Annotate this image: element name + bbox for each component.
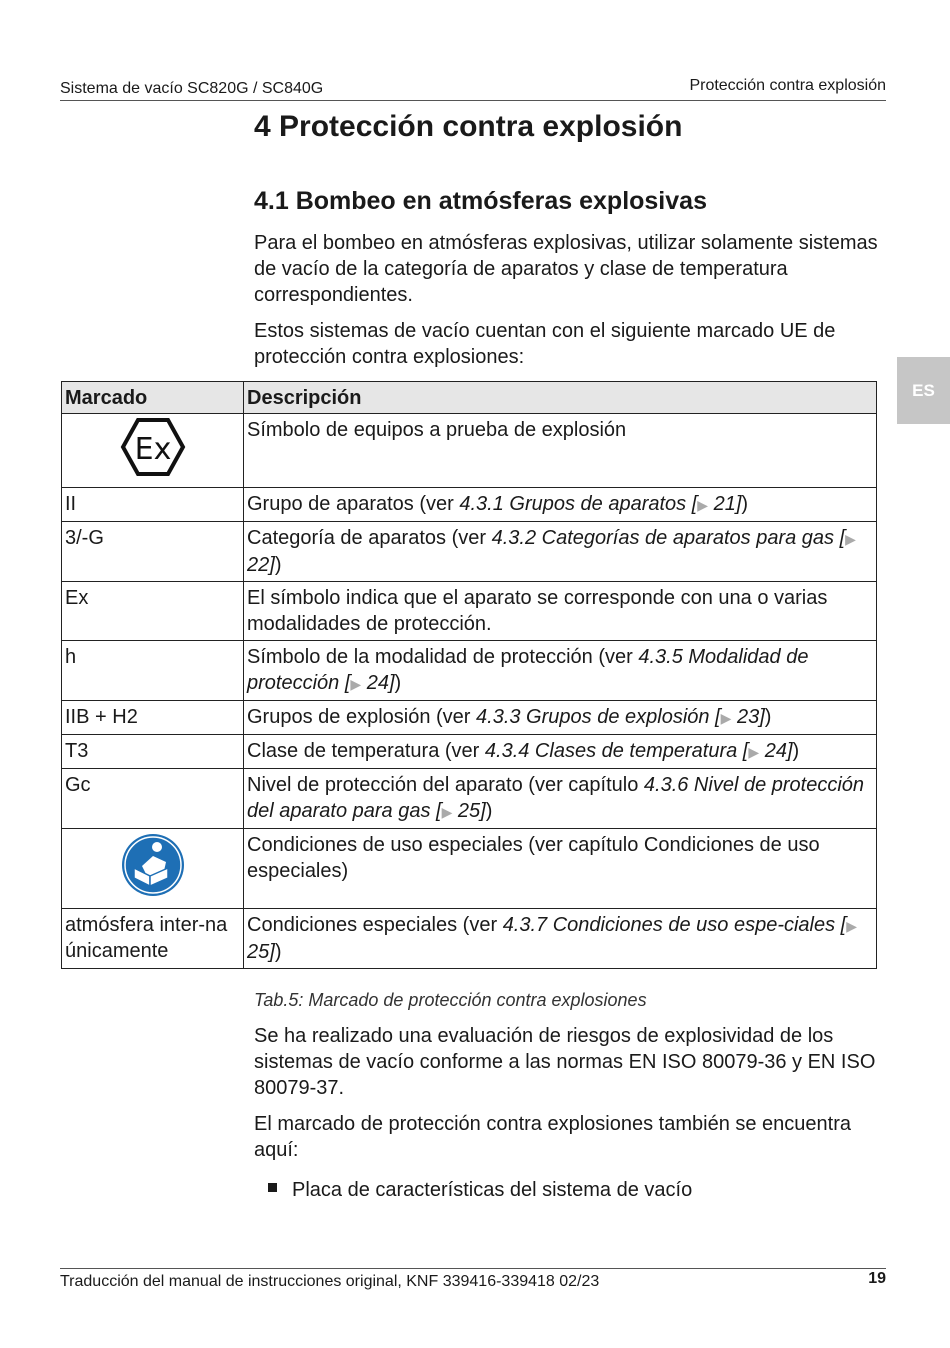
mark-cell: Ex [62, 582, 244, 641]
page-reference: 21] [708, 493, 742, 515]
header-marcado: Marcado [62, 382, 244, 414]
table-row [62, 909, 877, 969]
cross-reference: 4.3.3 Grupos de explosión [ [476, 706, 721, 728]
page-reference: 25] [452, 800, 486, 822]
running-header-right: Protección contra explosión [689, 77, 886, 94]
mark-cell: 3/-G [62, 522, 244, 582]
page-link-arrow-icon: ▶ [846, 918, 858, 934]
table-caption: Tab.5: Marcado de protección contra explosiones [254, 990, 647, 1010]
mark-cell: Gc [62, 769, 244, 829]
section-title: 4.1 Bombeo en atmósferas explosivas [254, 187, 707, 215]
desc-cell: Clase de temperatura (ver 4.3.4 Clases de temperatura [▶ 24]) [244, 735, 877, 769]
table-row [62, 582, 877, 641]
desc-cell: Grupo de aparatos (ver 4.3.1 Grupos de aparatos [▶ 21]) [244, 488, 877, 522]
desc-cell: Condiciones especiales (ver 4.3.7 Condiciones de uso espe-ciales [▶ 25]) [244, 909, 877, 969]
mark-cell [62, 414, 244, 488]
page-reference: 24] [759, 740, 793, 762]
table-header-row [62, 382, 877, 414]
page-link-arrow-icon: ▶ [748, 744, 760, 760]
cross-reference: 4.3.5 Modalidad de protección [ [247, 646, 809, 694]
cross-reference: 4.3.2 Categorías de aparatos para gas [ [491, 527, 846, 549]
page-link-arrow-icon: ▶ [697, 497, 709, 513]
desc-cell: Nivel de protección del aparato (ver capítulo 4.3.6 Nivel de protección del aparato para gas [▶ 25]) [244, 769, 877, 829]
page-link-arrow-icon: ▶ [720, 710, 732, 726]
mark-cell [62, 829, 244, 909]
desc-cell: El símbolo indica que el aparato se corresponde con una o varias modalidades de protección. [244, 582, 877, 641]
page-link-arrow-icon: ▶ [845, 531, 856, 547]
cross-reference: 4.3.7 Condiciones de uso espe-ciales [ [502, 914, 847, 936]
desc-cell: Condiciones de uso especiales (ver capítulo Condiciones de uso especiales) [244, 829, 877, 909]
marking-table [61, 381, 877, 969]
header-descripcion: Descripción [244, 382, 877, 414]
running-header-left: Sistema de vacío SC820G / SC840G [60, 80, 324, 97]
table-row [62, 488, 877, 522]
desc-cell: Símbolo de equipos a prueba de explosión [244, 414, 877, 488]
running-footer: Traducción del manual de instrucciones original, KNF 339416-339418 02/23 [60, 1273, 600, 1290]
mark-cell: II [62, 488, 244, 522]
table-row [62, 414, 877, 488]
page-reference: 22] [247, 554, 275, 576]
cross-reference: 4.3.6 Nivel de protección del aparato para gas [ [247, 774, 865, 822]
svg-text:Ex: Ex [134, 432, 171, 467]
list-item: Placa de características del sistema de vacío [268, 1177, 692, 1203]
language-tab-es: ES [897, 357, 950, 424]
mark-cell: T3 [62, 735, 244, 769]
table-row [62, 701, 877, 735]
table-row [62, 641, 877, 701]
bullet-square-icon [268, 1183, 277, 1192]
chapter-title: 4 Protección contra explosión [254, 110, 683, 143]
mark-cell: IIB + H2 [62, 701, 244, 735]
page-number: 19 [868, 1270, 886, 1287]
read-manual-icon [120, 832, 186, 898]
page-reference: 24] [361, 672, 395, 694]
paragraph-3: Se ha realizado una evaluación de riesgos de explosividad de los sistemas de vacío conforme a las normas EN ISO 80079-36 y EN ISO 80079-37. [254, 1025, 876, 1099]
desc-cell: Símbolo de la modalidad de protección (ver 4.3.5 Modalidad de protección [▶ 24]) [244, 641, 877, 701]
page-link-arrow-icon: ▶ [441, 804, 453, 820]
ex-explosion-proof-icon [120, 417, 186, 477]
footer-rule [60, 1268, 886, 1269]
paragraph-4: El marcado de protección contra explosiones también se encuentra aquí: [254, 1113, 852, 1161]
cross-reference: 4.3.4 Clases de temperatura [ [484, 740, 749, 762]
mark-cell: h [62, 641, 244, 701]
cross-reference: 4.3.1 Grupos de aparatos [ [459, 493, 698, 515]
table-row [62, 522, 877, 582]
paragraph-1: Para el bombeo en atmósferas explosivas, utilizar solamente sistemas de vacío de la categoría de aparatos y clase de temperatura correspondientes. [254, 232, 878, 306]
table-row [62, 769, 877, 829]
page-reference: 25] [247, 941, 275, 963]
table-row [62, 735, 877, 769]
page-reference: 23] [731, 706, 765, 728]
table-row [62, 829, 877, 909]
header-rule [60, 100, 886, 101]
desc-cell: Categoría de aparatos (ver 4.3.2 Categorías de aparatos para gas [▶ 22]) [244, 522, 877, 582]
desc-cell: Grupos de explosión (ver 4.3.3 Grupos de explosión [▶ 23]) [244, 701, 877, 735]
paragraph-2: Estos sistemas de vacío cuentan con el siguiente marcado UE de protección contra explosiones: [254, 320, 836, 368]
page-link-arrow-icon: ▶ [350, 676, 362, 692]
mark-cell: atmósfera inter-na únicamente [62, 909, 244, 969]
